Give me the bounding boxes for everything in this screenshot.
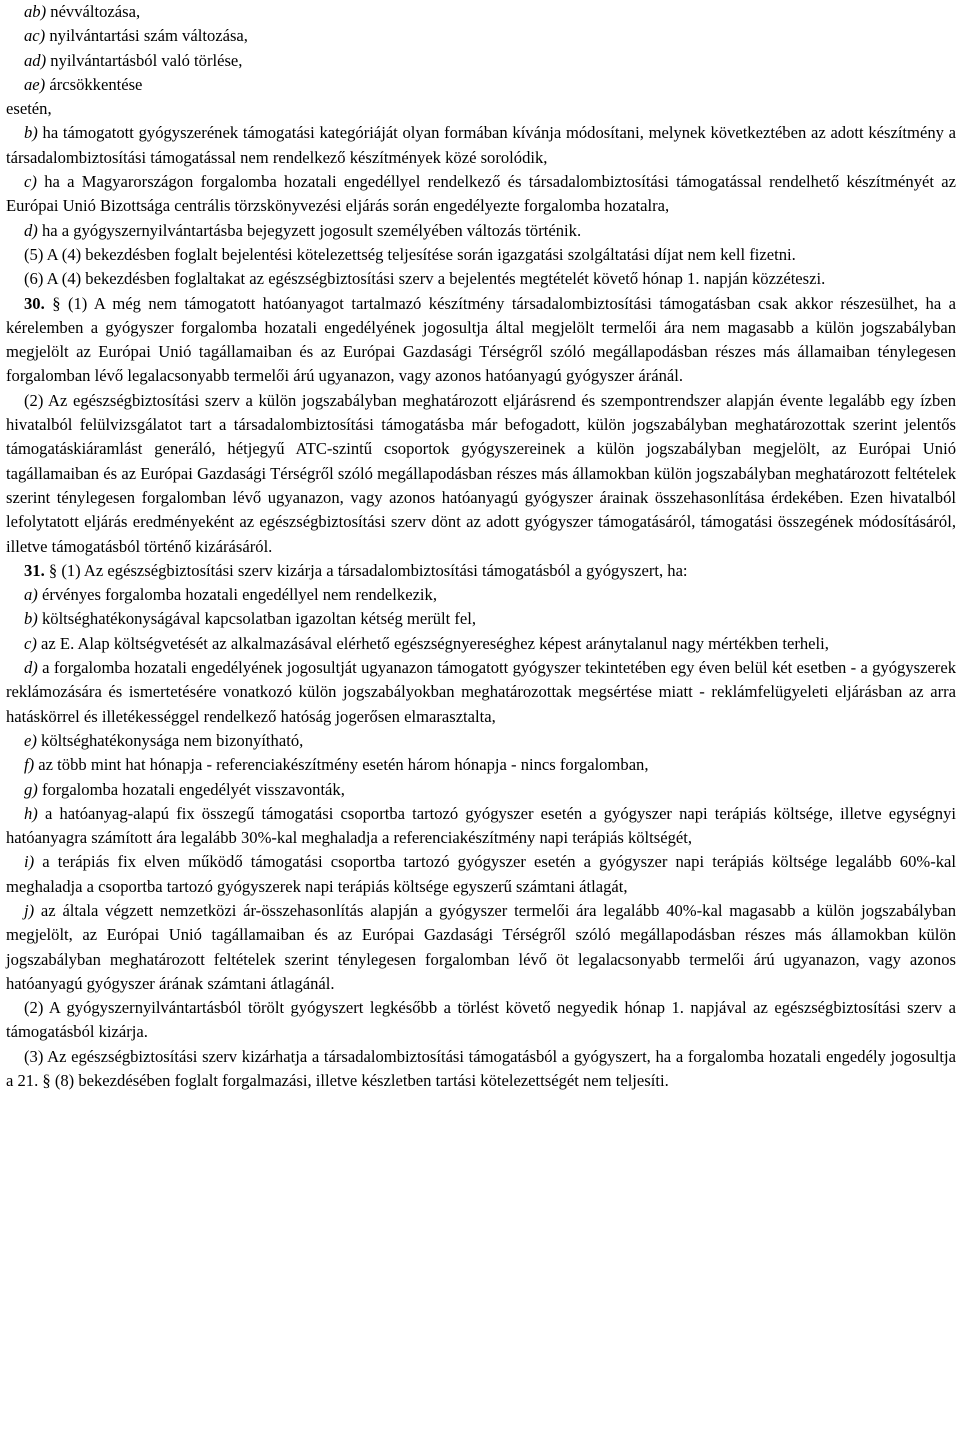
paragraph — [6, 267, 956, 291]
item-text: a terápiás fix elven működő támogatási csoportba tartozó gyógyszer esetén a gyógyszer napi terápiás költsége legalább 60%-kal meghaladja a csoportba tartozó gyógyszerek napi terápiás költsége egyszerű számtani átlagát, — [6, 852, 956, 896]
item-label: e) — [24, 730, 37, 750]
item-text: a hatóanyag-alapú fix összegű támogatási csoportba tartozó gyógyszer esetén a gyógyszer napi terápiás költsége, illetve egységnyi hatóanyagra számított ára legalább 30%-kal meghaladja a referenciakészítmény napi terápiás költségét, — [6, 803, 956, 848]
item-label: g) — [24, 779, 38, 799]
item-label: ab) — [24, 2, 47, 21]
item-label: a) — [24, 585, 38, 605]
section-number: 31. — [24, 560, 45, 580]
section-number: 30. — [24, 293, 45, 313]
list-item — [6, 850, 956, 899]
list-item — [6, 170, 956, 219]
item-label: j) — [24, 900, 35, 920]
list-item — [6, 219, 956, 243]
item-text: az több mint hat hónapja - referenciakészítmény esetén három hónapja - nincs forgalomban, — [34, 755, 649, 775]
section-paragraph — [6, 559, 956, 583]
section-paragraph — [6, 292, 956, 389]
list-item — [6, 0, 956, 24]
list-item — [6, 583, 956, 607]
item-text: esetén, — [6, 99, 52, 119]
paragraph — [6, 389, 956, 559]
item-text: § (1) A még nem támogatott hatóanyagot tartalmazó készítmény társadalombiztosítási támogatásban csak akkor részesülhet, ha a kérelemben a gyógyszer forgalomba hozatali engedélyének jogosultja által megjelölt termelői ára nem magasabb a külön jogszabályban megjelölt az Európai Unió tagállamaiban és az Európai Gazdasági Térségről szóló megállapodásban részes más államaiban ténylegesen forgalomban lévő legalacsonyabb termelői árú ugyanazon, vagy azonos hatóanyagú gyógyszer áránál. — [6, 293, 956, 386]
item-label: d) — [24, 658, 38, 678]
item-text: költséghatékonyságával kapcsolatban igazoltan kétség merült fel, — [37, 609, 477, 629]
item-label: ac) — [24, 26, 46, 46]
item-text: § (1) Az egészségbiztosítási szerv kizárja a társadalombiztosítási támogatásból a gyógyszert, ha: — [44, 560, 688, 580]
item-label: c) — [24, 172, 37, 192]
item-label: c) — [24, 633, 37, 653]
item-text: forgalomba hozatali engedélyét visszavonták, — [37, 779, 345, 799]
list-item — [6, 24, 956, 48]
item-text: az általa végzett nemzetközi ár-összehasonlítás alapján a gyógyszer termelői ára legalább 40%-kal magasabb a külön jogszabályban megjelölt, az Európai Unió tagállamaiban és az Európai Gazdasági Térségről szóló megállapodásban részes más államokban külön jogszabályban meghatározott feltételek szerint ténylegesen forgalomban lévő öt legalacsonyabb termelői árú ugyanazon, vagy azonos hatóanyagú gyógyszer árának számtani átlagánál. — [6, 900, 956, 993]
item-text: (3) Az egészségbiztosítási szerv kizárhatja a társadalombiztosítási támogatásból a gyógyszert, ha a forgalomba hozatali engedély jogosultja a 21. § (8) bekezdésében foglalt forgalmazási, illetve készletben tartási kötelezettségét nem teljesíti. — [6, 1046, 956, 1091]
list-item — [6, 778, 956, 802]
list-item — [6, 656, 956, 729]
list-item — [6, 753, 956, 777]
list-item — [6, 899, 956, 996]
item-text: ha a gyógyszernyilvántartásba bejegyzett jogosult személyében változás történik. — [37, 220, 582, 240]
item-text: nyilvántartásból való törlése, — [46, 50, 243, 70]
item-label: ae) — [24, 74, 46, 94]
item-text: (5) A (4) bekezdésben foglalt bejelentési kötelezettség teljesítése során igazgatási szolgáltatási díjat nem kell fizetni. — [24, 244, 796, 264]
item-label: f) — [24, 755, 35, 775]
paragraph — [6, 1045, 956, 1094]
list-item — [6, 607, 956, 631]
item-text: költséghatékonysága nem bizonyítható, — [36, 730, 304, 750]
item-text: nyilvántartási szám változása, — [45, 26, 248, 46]
item-label: b) — [24, 123, 38, 143]
paragraph — [6, 996, 956, 1045]
item-text: (6) A (4) bekezdésben foglaltakat az egészségbiztosítási szerv a bejelentés megtételét követő hónap 1. napján közzéteszi. — [24, 269, 826, 289]
item-text: árcsökkentése — [45, 74, 143, 94]
item-label: b) — [24, 609, 38, 629]
item-label: d) — [24, 220, 38, 240]
item-text: (2) Az egészségbiztosítási szerv a külön jogszabályban meghatározott eljárásrend és szempontrendszer alapján évente legalább egy ízben hivatalból felülvizsgálatot tart a társadalombiztosítási támogatásba már befogadott, külön jogszabályban meghatározottak szerint jelentős támogatáskiáramlást generáló, hétjegyű ATC-szintű csoportok gyógyszereinek a külön jogszabályban megjelölt, az Európai Unió tagállamaiban és az Európai Gazdasági Térségről szóló megállapodásban részes más államokban külön jogszabályban meghatározott feltételek szerint ténylegesen forgalomban lévő ugyanazon, vagy azonos hatóanyagú gyógyszer árainak összehasonlítása érdekében. Ezen hivatalból lefolytatott eljárás eredményeként az egészségbiztosítási szerv dönt az adott gyógyszer támogatásáról, támogatási összegének módosításáról, illetve támogatásból történő kizárásáról. — [6, 390, 956, 556]
item-label: ad) — [24, 50, 47, 70]
list-item — [6, 49, 956, 73]
item-label: i) — [24, 852, 35, 872]
list-item — [6, 729, 956, 753]
item-text: a forgalomba hozatali engedélyének jogosultját ugyanazon támogatott gyógyszer tekintetében egy éven belül két esetben - a gyógyszerek reklámozására és ismertetésére vonatkozó külön jogszabályokban meghatározottak megsértése miatt - reklámfelügyeleti eljárásban az arra hatáskörrel és illetékességgel rendelkező hatóság jogerősen elmarasztalta, — [6, 658, 956, 726]
item-label: h) — [24, 803, 38, 823]
list-item — [6, 73, 956, 97]
list-item — [6, 632, 956, 656]
item-text: az E. Alap költségvetését az alkalmazásával elérhető egészségnyereséghez képest aránytalanul nagy mértékben terheli, — [36, 633, 829, 653]
paragraph — [6, 243, 956, 267]
paragraph — [6, 97, 956, 121]
item-text: ha támogatott gyógyszerének támogatási kategóriáját olyan formában kívánja módosítani, melynek következtében az adott készítmény a társadalombiztosítási támogatással nem rendelkező készítmények közé sorolódik, — [6, 123, 956, 167]
item-text: névváltozása, — [46, 2, 141, 21]
list-item — [6, 121, 956, 170]
item-text: ha a Magyarországon forgalomba hozatali engedéllyel rendelkező és társadalombiztosítási támogatással rendelhető készítményét az Európai Unió Bizottsága centrális törzskönyvezési eljárás során engedélyezte forgalomba hozatalra, — [6, 172, 956, 216]
item-text: érvényes forgalomba hozatali engedéllyel nem rendelkezik, — [37, 585, 437, 605]
item-text: (2) A gyógyszernyilvántartásból törölt gyógyszert legkésőbb a törlést követő negyedik hónap 1. napjával az egészségbiztosítási szerv a támogatásból kizárja. — [6, 998, 956, 1042]
list-item — [6, 802, 956, 851]
